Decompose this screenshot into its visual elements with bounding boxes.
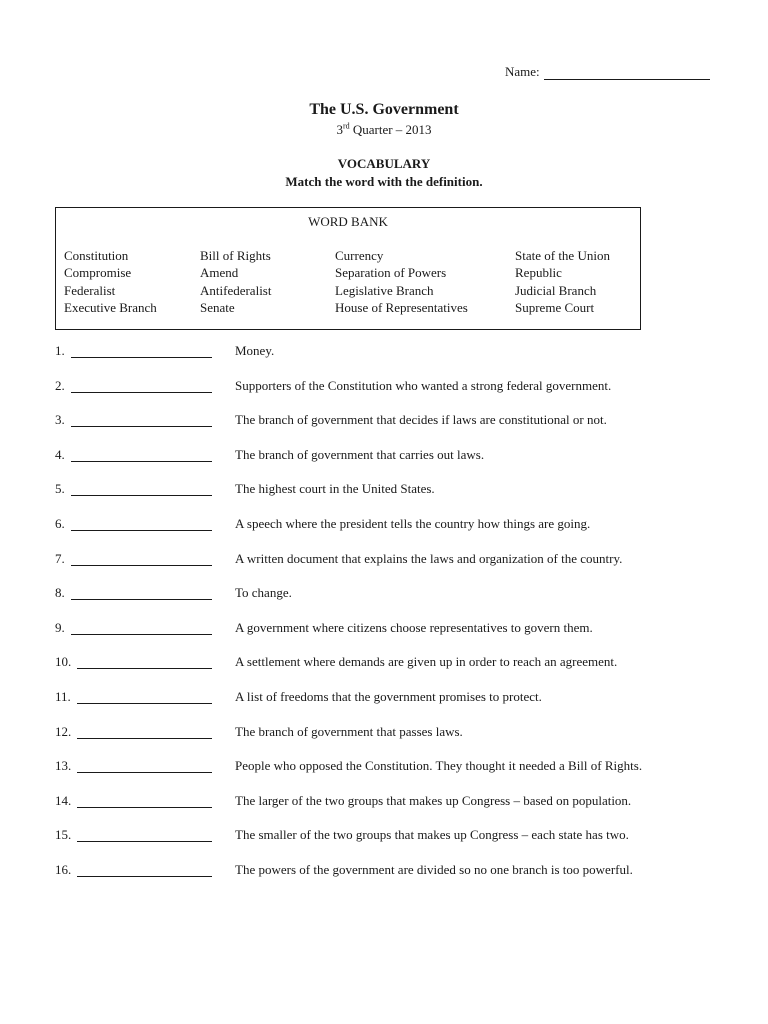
answer-blank[interactable] — [77, 689, 212, 704]
word-bank-term: Judicial Branch — [515, 282, 597, 298]
question-definition: A government where citizens choose representatives to govern them. — [235, 619, 593, 635]
question-definition: The smaller of the two groups that makes up Congress – each state has two. — [235, 827, 629, 843]
question-row — [55, 654, 735, 689]
section-title: VOCABULARY — [337, 156, 431, 171]
word-bank-term: Amend — [200, 265, 239, 281]
word-bank-column — [515, 247, 610, 316]
answer-blank[interactable] — [77, 827, 212, 842]
answer-blank[interactable] — [71, 378, 212, 393]
word-bank-term: Senate — [200, 299, 235, 315]
question-definition: A settlement where demands are given up in order to reach an agreement. — [235, 654, 618, 670]
word-bank-title: WORD BANK — [308, 214, 388, 229]
question-number: 15. — [55, 827, 72, 843]
answer-blank[interactable] — [71, 343, 212, 358]
question-number: 9. — [55, 619, 65, 635]
question-number: 3. — [55, 412, 65, 428]
word-bank-term: Executive Branch — [64, 299, 157, 315]
answer-blank[interactable] — [71, 481, 212, 496]
question-row — [55, 412, 735, 447]
answer-blank[interactable] — [77, 654, 212, 669]
word-bank-term: State of the Union — [515, 248, 610, 263]
question-number: 6. — [55, 515, 65, 531]
question-definition: The powers of the government are divided so no one branch is too powerful. — [235, 861, 633, 877]
answer-blank[interactable] — [71, 516, 212, 531]
word-bank-term: House of Representatives — [335, 299, 468, 315]
question-definition: People who opposed the Constitution. They thought it needed a Bill of Rights. — [235, 758, 643, 774]
question-row — [55, 516, 735, 551]
question-row — [55, 343, 735, 378]
question-number: 14. — [55, 792, 72, 808]
page-title: The U.S. Government — [309, 101, 459, 118]
question-row — [55, 827, 735, 862]
word-bank-term: Republic — [515, 265, 562, 281]
answer-blank[interactable] — [77, 793, 212, 808]
question-number: 1. — [55, 343, 65, 358]
word-bank-term: Constitution — [64, 248, 129, 263]
answer-blank[interactable] — [77, 724, 212, 739]
word-bank — [55, 207, 641, 330]
name-field — [505, 64, 710, 80]
question-row — [55, 620, 735, 655]
subtitle-text: Quarter – 2013 — [349, 122, 432, 137]
question-definition: The highest court in the United States. — [235, 481, 435, 497]
word-bank-term: Compromise — [64, 265, 132, 281]
question-row — [55, 447, 735, 482]
question-number: 2. — [55, 377, 65, 393]
subtitle-ordinal-suffix: rd — [342, 121, 350, 131]
question-row — [55, 585, 735, 620]
question-number: 12. — [55, 723, 72, 739]
question-definition: The branch of government that passes laws. — [235, 723, 463, 739]
question-row — [55, 689, 735, 724]
answer-blank[interactable] — [71, 447, 212, 462]
question-list — [55, 343, 735, 897]
question-number: 10. — [55, 654, 72, 670]
word-bank-term: Separation of Powers — [335, 265, 447, 281]
question-definition: Money. — [235, 343, 275, 358]
question-row — [55, 724, 735, 759]
question-number: 5. — [55, 481, 65, 497]
question-definition: To change. — [235, 585, 292, 601]
question-row — [55, 862, 735, 897]
word-bank-column — [64, 247, 157, 316]
word-bank-term: Antifederalist — [200, 282, 272, 298]
answer-blank[interactable] — [71, 412, 212, 427]
word-bank-term: Supreme Court — [515, 299, 595, 315]
page-subtitle — [0, 122, 768, 138]
question-row — [55, 793, 735, 828]
question-row — [55, 758, 735, 793]
question-definition: The larger of the two groups that makes up Congress – based on population. — [235, 792, 632, 808]
subtitle-ordinal: 3 — [336, 122, 343, 137]
question-number: 4. — [55, 446, 65, 462]
question-number: 16. — [55, 861, 72, 877]
question-definition: The branch of government that carries out laws. — [235, 446, 485, 462]
question-definition: Supporters of the Constitution who wanted a strong federal government. — [235, 377, 612, 393]
word-bank-term: Federalist — [64, 282, 116, 298]
question-number: 8. — [55, 585, 65, 601]
word-bank-term: Legislative Branch — [335, 282, 434, 298]
question-definition: The branch of government that decides if laws are constitutional or not. — [235, 412, 607, 428]
question-number: 7. — [55, 550, 65, 566]
name-blank[interactable] — [544, 65, 710, 80]
word-bank-column — [200, 247, 271, 316]
word-bank-term: Currency — [335, 248, 384, 263]
name-label: Name: — [505, 64, 540, 79]
answer-blank[interactable] — [77, 758, 212, 773]
answer-blank[interactable] — [71, 551, 212, 566]
question-definition: A speech where the president tells the country how things are going. — [235, 515, 591, 531]
question-definition: A list of freedoms that the government promises to protect. — [235, 688, 542, 704]
answer-blank[interactable] — [77, 862, 212, 877]
question-number: 13. — [55, 758, 72, 774]
question-definition: A written document that explains the laws and organization of the country. — [235, 550, 623, 566]
question-row — [55, 378, 735, 413]
question-number: 11. — [55, 688, 71, 704]
answer-blank[interactable] — [71, 585, 212, 600]
question-row — [55, 551, 735, 586]
question-row — [55, 481, 735, 516]
word-bank-column — [335, 247, 468, 316]
instructions: Match the word with the definition. — [285, 174, 483, 189]
word-bank-term: Bill of Rights — [200, 248, 271, 263]
answer-blank[interactable] — [71, 620, 212, 635]
